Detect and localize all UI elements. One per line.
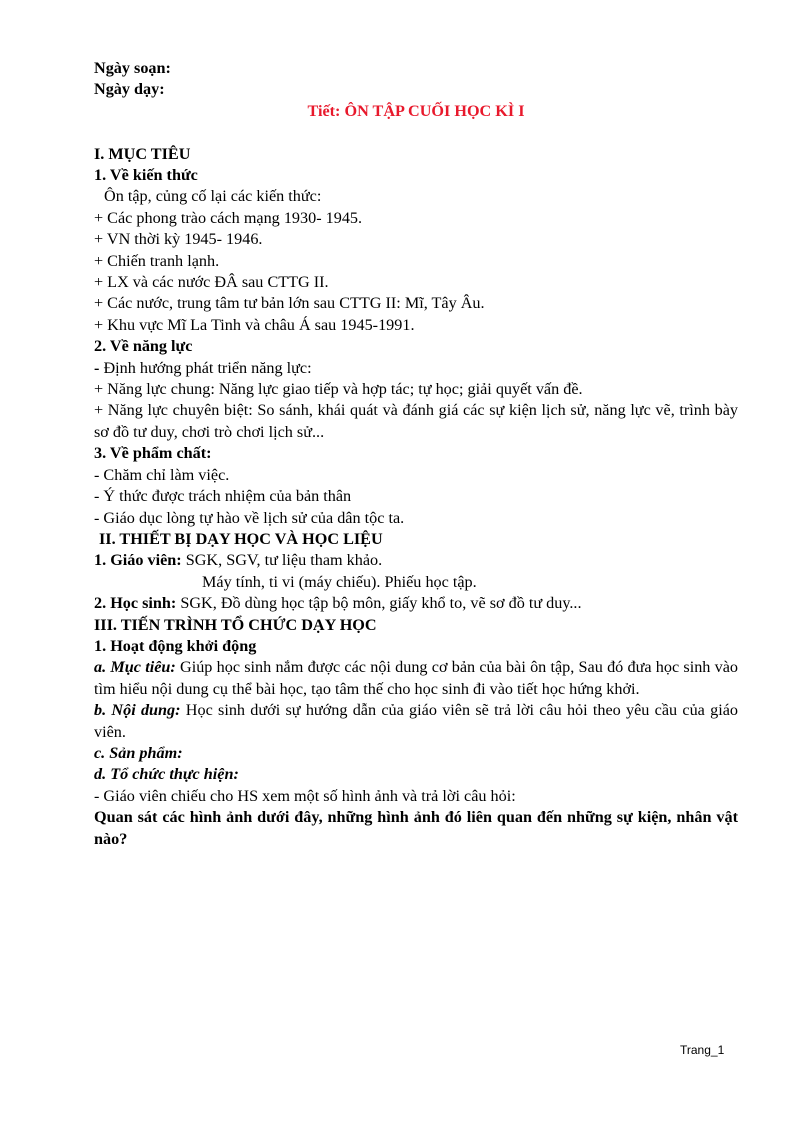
kien-thuc-item: + LX và các nước ĐÂ sau CTTG II. [94,273,329,292]
nang-luc-dash: - [94,358,100,377]
nang-luc-intro [94,358,738,379]
section-2-heading: II. THIẾT BỊ DẠY HỌC VÀ HỌC LIỆU [99,529,383,548]
noi-dung-text: Học sinh dưới sự hướng dẫn của giáo viên sẽ trả lời câu hỏi theo yêu cầu của giáo viên. [94,701,738,741]
to-chuc-label: d. Tổ chức thực hiện: [94,765,239,784]
pham-chat-item: - Chăm chỉ làm việc. [94,465,230,484]
nang-luc-chuyen-biet: + Năng lực chuyên biệt: So sánh, khái quát và đánh giá các sự kiện lịch sử, năng lực vẽ, trình bày sơ đồ tư duy, chơi trò chơi lịch sử... [94,401,738,441]
pham-chat-item: - Ý thức được trách nhiệm của bản thân [94,487,352,506]
question-text: Quan sát các hình ảnh dưới đây, những hình ảnh đó liên quan đến những sự kiện, nhân vật nào? [94,808,738,848]
noi-dung-label: b. Nội dung: [94,701,181,720]
hoc-sinh-text: SGK, Đồ dùng học tập bộ môn, giấy khổ to, vẽ sơ đồ tư duy... [176,594,582,613]
nang-luc-chung: + Năng lực chung: Năng lực giao tiếp và hợp tác; tự học; giải quyết vấn đề. [94,380,583,399]
ngay-soan-label: Ngày soạn: [94,59,171,77]
kien-thuc-item: + Các phong trào cách mạng 1930- 1945. [94,208,363,227]
giao-vien-line [94,550,738,571]
giao-vien-text: SGK, SGV, tư liệu tham khảo. [181,551,383,570]
section-1-heading: I. MỤC TIÊU [94,144,191,163]
kien-thuc-item: + Các nước, trung tâm tư bản lớn sau CTTG II: Mĩ, Tây Âu. [94,294,485,313]
kien-thuc-heading: 1. Về kiến thức [94,166,198,185]
pham-chat-heading: 3. Về phẩm chất: [94,444,212,463]
nang-luc-heading: 2. Về năng lực [94,337,193,356]
kien-thuc-intro: Ôn tập, củng cố lại các kiến thức: [104,187,322,206]
giao-vien-label: 1. Giáo viên: [94,551,182,570]
pham-chat-item: - Giáo dục lòng tự hào về lịch sử của dân tộc ta. [94,508,405,527]
hoc-sinh-line [94,593,738,614]
san-pham-label: c. Sản phẩm: [94,743,183,762]
nang-luc-intro-text: Định hướng phát triển năng lực: [99,358,312,377]
muc-tieu-text: Giúp học sinh nắm được các nội dung cơ bản của bài ôn tập, Sau đó đưa học sinh vào tìm hiểu nội dung cụ thể bài học, tạo tâm thế cho học sinh đi vào tiết học hứng khởi. [94,658,738,698]
document-body [94,58,738,850]
kien-thuc-item: + VN thời kỳ 1945- 1946. [94,230,263,249]
muc-tieu-paragraph [94,657,738,700]
hoat-dong-1-heading: 1. Hoạt động khởi động [94,636,257,655]
hoc-sinh-label: 2. Học sinh: [94,594,177,613]
ngay-day-label: Ngày dạy: [94,80,165,99]
section-3-heading: III. TIẾN TRÌNH TỔ CHỨC DẠY HỌC [94,615,377,634]
kien-thuc-item: + Chiến tranh lạnh. [94,251,220,270]
noi-dung-paragraph [94,700,738,743]
page-number: Trang_1 [680,1043,725,1057]
giao-vien-text-2: Máy tính, ti vi (máy chiếu). Phiếu học tập. [202,572,477,591]
lesson-title: Tiết: ÔN TẬP CUỐI HỌC KÌ I [307,101,525,120]
to-chuc-text: - Giáo viên chiếu cho HS xem một số hình ảnh và trả lời câu hỏi: [94,786,516,805]
muc-tieu-label: a. Mục tiêu: [94,658,176,677]
spacer [94,122,738,143]
kien-thuc-item: + Khu vực Mĩ La Tinh và châu Á sau 1945-1991. [94,315,415,334]
